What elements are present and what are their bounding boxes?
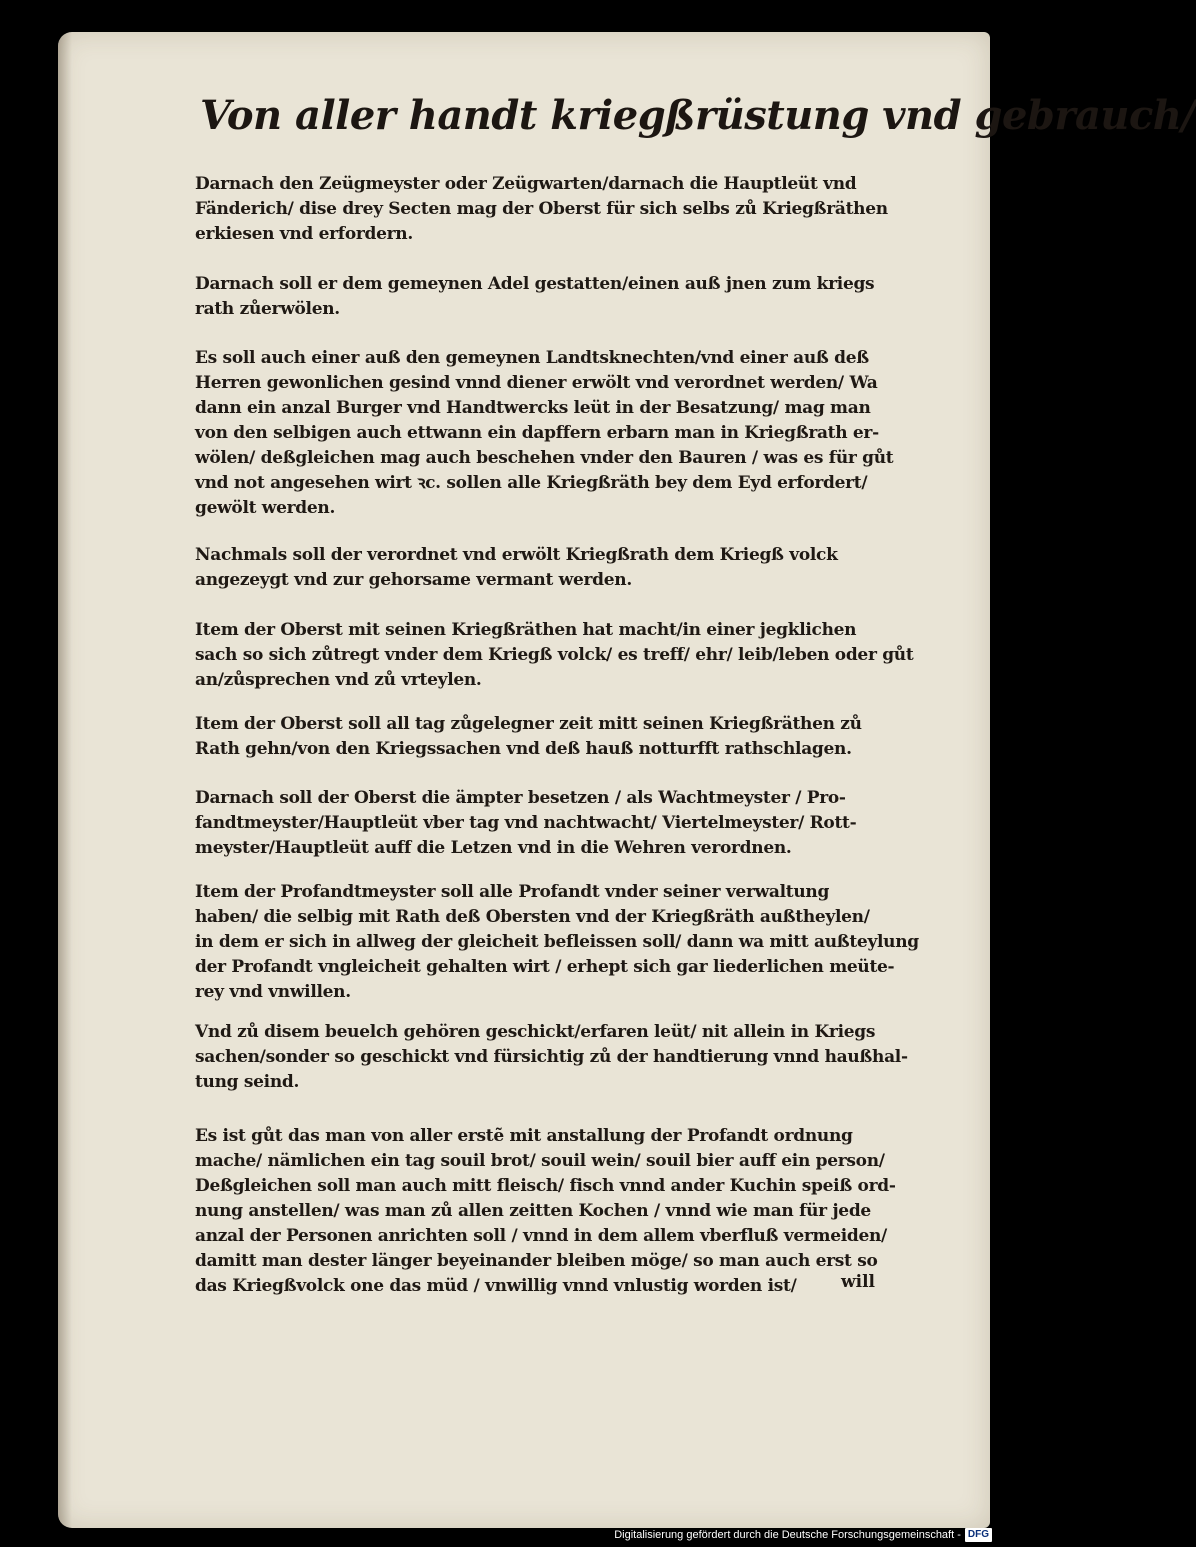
text-line: tung seind.: [195, 1072, 300, 1092]
text-line: Item der Profandtmeyster soll alle Profandt vnder seiner verwaltung: [195, 882, 830, 902]
text-line: sachen/sonder so geschickt vnd fürsichtig zů der handtierung vnnd haußhal-: [195, 1047, 908, 1067]
paragraph-3: [195, 346, 894, 521]
text-line: in dem er sich in allweg der gleicheit befleissen soll/ dann wa mitt außteylung: [195, 932, 919, 952]
digitization-footer: [614, 1527, 992, 1543]
catchword: will: [840, 1272, 875, 1292]
dfg-logo-icon: DFG: [965, 1528, 992, 1542]
paragraph-9: [195, 1020, 908, 1095]
text-line: das Kriegßvolck one das müd / vnwillig vnnd vnlustig worden ist/: [195, 1276, 797, 1296]
text-line: Item der Oberst mit seinen Kriegßräthen hat macht/in einer jegklichen: [195, 620, 857, 640]
text-line: fandtmeyster/Hauptleüt vber tag vnd nachtwacht/ Viertelmeyster/ Rott-: [195, 813, 857, 833]
text-line: Item der Oberst soll all tag zůgelegner zeit mitt seinen Kriegßräthen zů: [195, 714, 862, 734]
text-line: rath zůerwölen.: [195, 299, 340, 319]
text-line: mache/ nämlichen ein tag souil brot/ souil wein/ souil bier auff ein person/: [195, 1151, 885, 1171]
text-line: rey vnd vnwillen.: [195, 982, 351, 1002]
text-line: anzal der Personen anrichten soll / vnnd in dem allem vberfluß vermeiden/: [195, 1226, 887, 1246]
text-line: Fänderich/ dise drey Secten mag der Oberst für sich selbs zů Kriegßräthen: [195, 199, 888, 219]
page-heading: Von aller handt kriegßrüstung vnd gebrauch/: [200, 92, 1196, 139]
paragraph-5: [195, 618, 914, 693]
paragraph-10: [195, 1124, 896, 1299]
paragraph-6: [195, 712, 875, 762]
text-line: Deßgleichen soll man auch mitt fleisch/ fisch vnnd ander Kuchin speiß ord-: [195, 1176, 896, 1196]
page-binding-shadow: [58, 32, 72, 1528]
text-line: von den selbigen auch ettwann ein dapffern erbarn man in Kriegßrath er-: [195, 423, 879, 443]
text-line: an/zůsprechen vnd zů vrteylen.: [195, 670, 482, 690]
paragraph-7: [195, 786, 875, 861]
text-line: vnd not angesehen wirt ꝛc. sollen alle Kriegßräth bey dem Eyd erfordert/: [195, 473, 868, 493]
text-line: Es soll auch einer auß den gemeynen Landtsknechten/vnd einer auß deß: [195, 348, 869, 368]
text-line: haben/ die selbig mit Rath deß Obersten vnd der Kriegßräth außtheylen/: [195, 907, 870, 927]
paragraph-4: [195, 543, 875, 593]
paragraph-2: [195, 272, 875, 322]
text-line: angezeygt vnd zur gehorsame vermant werden.: [195, 570, 632, 590]
paragraph-8: [195, 880, 919, 1005]
text-line: wölen/ deßgleichen mag auch beschehen vnder den Bauren / was es für gůt: [195, 448, 894, 468]
text-line: Es ist gůt das man von aller erstẽ mit anstallung der Profandt ordnung: [195, 1126, 853, 1146]
text-line: Nachmals soll der verordnet vnd erwölt Kriegßrath dem Kriegß volck: [195, 545, 838, 565]
text-line: damitt man dester länger beyeinander bleiben möge/ so man auch erst so: [195, 1251, 878, 1271]
paragraph-1: [195, 172, 888, 247]
book-page: [58, 32, 1196, 1528]
text-line: sach so sich zůtregt vnder dem Kriegß volck/ es treff/ ehr/ leib/leben oder gůt: [195, 645, 914, 665]
text-line: Herren gewonlichen gesind vnnd diener erwölt vnd verordnet werden/ Wa: [195, 373, 878, 393]
text-line: gewölt werden.: [195, 498, 336, 518]
text-line: meyster/Hauptleüt auff die Letzen vnd in die Wehren verordnen.: [195, 838, 792, 858]
text-line: Darnach den Zeügmeyster oder Zeügwarten/darnach die Hauptleüt vnd: [195, 174, 857, 194]
text-line: Rath gehn/von den Kriegssachen vnd deß hauß notturfft rathschlagen.: [195, 739, 852, 759]
text-line: Darnach soll der Oberst die ämpter besetzen / als Wachtmeyster / Pro-: [195, 788, 846, 808]
text-line: Vnd zů disem beuelch gehören geschickt/erfaren leüt/ nit allein in Kriegs: [195, 1022, 876, 1042]
text-line: Darnach soll er dem gemeynen Adel gestatten/einen auß jnen zum kriegs: [195, 274, 875, 294]
text-line: der Profandt vngleicheit gehalten wirt / erhept sich gar liederlichen meüte-: [195, 957, 895, 977]
text-line: nung anstellen/ was man zů allen zeitten Kochen / vnnd wie man für jede: [195, 1201, 871, 1221]
footer-credit: Digitalisierung gefördert durch die Deutsche Forschungsgemeinschaft -: [614, 1529, 961, 1541]
text-line: erkiesen vnd erfordern.: [195, 224, 413, 244]
text-line: dann ein anzal Burger vnd Handtwercks leüt in der Besatzung/ mag man: [195, 398, 871, 418]
